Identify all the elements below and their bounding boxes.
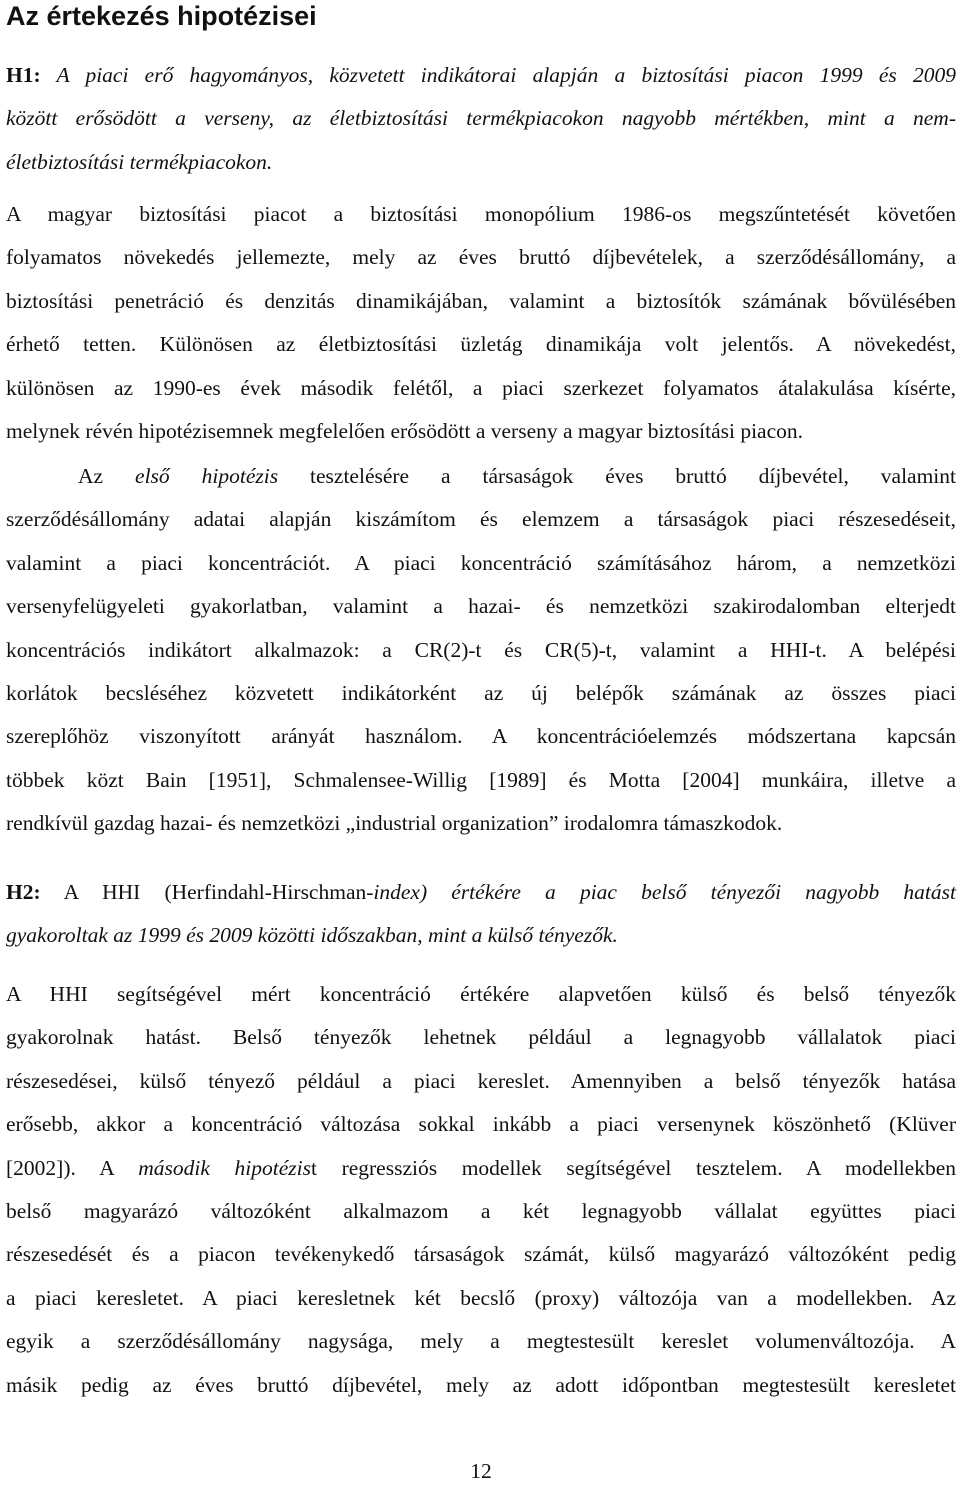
paragraph-line: szereplőhöz viszonyított arányát használom. A koncentrációelemzés módszertana kapcsán	[6, 724, 956, 749]
paragraph-line: másik pedig az éves bruttó díjbevétel, mely az adott időpontban megtestesült keresletet	[6, 1372, 956, 1397]
paragraph-3	[6, 973, 956, 1407]
paragraph-line: valamint a piaci koncentrációt. A piaci koncentráció számításához három, a nemzetközi	[6, 550, 956, 575]
paragraph-line: érhető tetten. Különösen az életbiztosítási üzletág dinamikája volt jelentős. A növekedést,	[6, 332, 956, 357]
paragraph-line: folyamatos növekedés jellemezte, mely az éves bruttó díjbevételek, a szerződésállomány, a	[6, 245, 956, 270]
paragraph-line: A HHI segítségével mért koncentráció értékére alapvetően külső és belső tényezők	[6, 982, 956, 1006]
paragraph-line: [2002]). A második hipotézist regressziós modellek segítségével tesztelem. A modellekben	[6, 1155, 957, 1180]
paragraph-1	[6, 193, 956, 453]
hypothesis-1-line: között erősödött a verseny, az életbiztosítási termékpiacokon nagyobb mértékben, mint a nem-	[6, 106, 956, 131]
paragraph-line: részesedését és a piacon tevékenykedő társaságok számát, külső magyarázó változóként pedig	[6, 1242, 956, 1267]
hypothesis-2-label: H2:	[6, 880, 41, 904]
paragraph-line: koncentrációs indikátort alkalmazok: a CR(2)-t és CR(5)-t, valamint a HHI-t. A belépési	[6, 637, 956, 662]
hypothesis-2	[6, 871, 956, 958]
paragraph-line: szerződésállomány adatai alapján kiszámítom és elemzem a társaságok piaci részesedéseit,	[6, 507, 956, 532]
hypothesis-2-line: H2: A HHI (Herfindahl-Hirschman-index) értékére a piac belső tényezői nagyobb hatást	[6, 880, 956, 904]
paragraph-line: biztosítási penetráció és denzitás dinamikájában, valamint a biztosítók számának bővülésében	[6, 288, 956, 313]
paragraph-2	[6, 455, 956, 846]
paragraph-line: A magyar biztosítási piacot a biztosítási monopólium 1986-os megszűntetését követően	[6, 202, 956, 226]
hypothesis-1-label: H1:	[6, 63, 41, 87]
paragraph-line: különösen az 1990-es évek második felétől, a piaci szerkezet folyamatos átalakulása kísérte,	[6, 375, 956, 400]
paragraph-line: belső magyarázó változóként alkalmazom a két legnagyobb vállalat együttes piaci	[6, 1198, 956, 1223]
document-page	[6, 0, 956, 1488]
paragraph-line: erősebb, akkor a koncentráció változása sokkal inkább a piaci versenynek köszönhető (Klüver	[6, 1112, 956, 1137]
paragraph-line: rendkívül gazdag hazai- és nemzetközi „industrial organization” irodalomra támaszkodok.	[6, 811, 783, 836]
paragraph-line: egyik a szerződésállomány nagysága, mely a megtestesült kereslet volumenváltozója. A	[6, 1329, 956, 1354]
paragraph-line: Az első hipotézis tesztelésére a társaságok éves bruttó díjbevétel, valamint	[78, 464, 957, 488]
paragraph-line: melynek révén hipotézisemnek megfelelően erősödött a verseny a magyar biztosítási piacon.	[6, 418, 804, 443]
hypothesis-1	[6, 54, 956, 184]
paragraph-line: versenyfelügyeleti gyakorlatban, valamint a hazai- és nemzetközi szakirodalomban elterjedt	[6, 594, 956, 619]
hypothesis-2-line: gyakoroltak az 1999 és 2009 közötti időszakban, mint a külső tényezők.	[6, 923, 618, 948]
page-title: Az értekezés hipotézisei	[6, 1, 317, 31]
paragraph-line: korlátok becsléséhez közvetett indikátorként az új belépők számának az összes piaci	[6, 680, 956, 705]
hypothesis-1-line: H1: A piaci erő hagyományos, közvetett indikátorai alapján a biztosítási piacon 1999 és 2009	[6, 63, 956, 87]
paragraph-line: a piaci keresletet. A piaci keresletnek két becslő (proxy) változója van a modellekben. Az	[6, 1285, 956, 1310]
page-number: 12	[470, 1459, 492, 1483]
paragraph-line: részesedései, külső tényező például a piaci kereslet. Amennyiben a belső tényezők hatása	[6, 1068, 956, 1093]
paragraph-line: gyakorolnak hatást. Belső tényezők lehetnek például a legnagyobb vállalatok piaci	[6, 1025, 956, 1050]
paragraph-line: többek közt Bain [1951], Schmalensee-Willig [1989] és Motta [2004] munkáira, illetve a	[6, 767, 956, 792]
hypothesis-1-line: életbiztosítási termékpiacokon.	[6, 149, 273, 174]
